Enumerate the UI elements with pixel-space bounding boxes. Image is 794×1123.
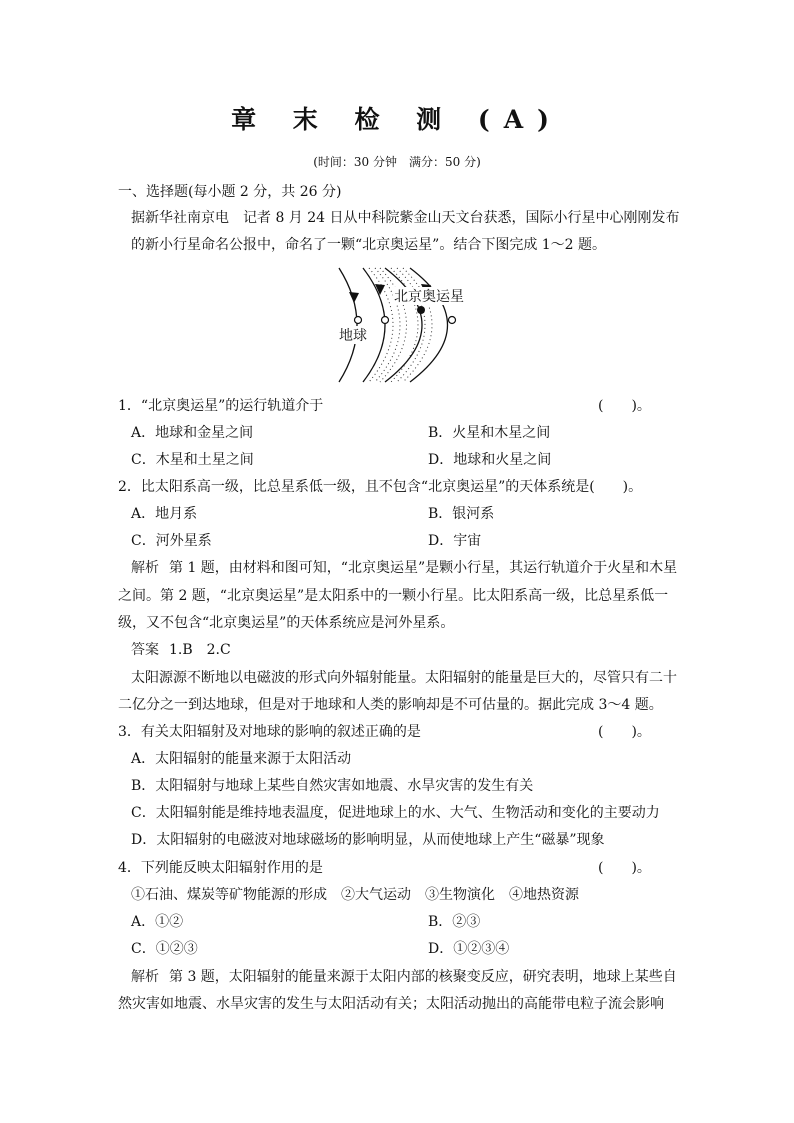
option-a: A．地月系 [131, 506, 198, 522]
analysis-text: 第 1 题，由材料和图可知，“北京奥运星”是颗小行星，其运行轨道介于火星和木星 [169, 560, 678, 576]
option-d: D．地球和火星之间 [428, 452, 552, 468]
analysis-text: 第 3 题，太阳辐射的能量来源于太阳内部的核聚变反应，研究表明，地球上某些自 [169, 969, 677, 985]
question-stem: 2．比太阳系高一级，比总星系低一级，且不包含“北京奥运星”的天体系统是( )。 [118, 479, 643, 495]
answer-blank: ( )。 [598, 398, 651, 414]
question-stem: 4．下列能反映太阳辐射作用的是 [118, 860, 323, 876]
intro-paragraph-line: 二亿分之一到达地球，但是对于地球和人类的影响却是不可估量的。据此完成 3～4 题。 [118, 697, 663, 713]
option-b: B．太阳辐射与地球上某些自然灾害如地震、水旱灾害的发生有关 [131, 778, 534, 794]
answer-text: 1.B 2.C [169, 642, 231, 658]
option-b: B．银河系 [428, 506, 495, 522]
direction-arrow-icon [349, 292, 359, 303]
beijing-olympic-star-marker [417, 306, 425, 314]
earth-label: 地球 [339, 328, 367, 344]
analysis-paragraph [131, 968, 677, 986]
earth-marker [382, 317, 389, 324]
answer-label: 答案 [131, 642, 159, 658]
intro-paragraph-line: 太阳源源不断地以电磁波的形式向外辐射能量。太阳辐射的能量是巨大的，尽管只有二十 [131, 670, 677, 686]
option-a: A．①② [131, 914, 184, 930]
question-stem: 3．有关太阳辐射及对地球的影响的叙述正确的是 [118, 724, 421, 740]
option-d: D．太阳辐射的电磁波对地球磁场的影响明显，从而使地球上产生“磁暴”现象 [131, 832, 605, 848]
section-heading: 一、选择题(每小题 2 分，共 26 分) [118, 184, 342, 200]
analysis-label: 解析 [131, 969, 159, 985]
option-d: D．宇宙 [428, 533, 482, 549]
intro-paragraph-line: 的新小行星命名公报中，命名了一颗“北京奥运星”。结合下图完成 1～2 题。 [131, 237, 607, 253]
intro-paragraph-line: 据新华社南京电 记者 8 月 24 日从中科院紫金山天文台获悉，国际小行星中心刚刚发布 [131, 210, 680, 226]
option-c: C．河外星系 [131, 533, 212, 549]
orbit-diagram [325, 265, 475, 385]
option-b: B．②③ [428, 914, 481, 930]
analysis-text: 级，又不包含“北京奥运星”的天体系统应是河外星系。 [118, 615, 455, 631]
analysis-text: 之间。第 2 题，“北京奥运星”是太阳系中的一颗小行星。比太阳系高一级，比总星系低一 [118, 588, 669, 604]
option-c: C．木星和土星之间 [131, 452, 254, 468]
star-label: 北京奥运星 [394, 289, 464, 305]
outer-planet-marker [449, 317, 456, 324]
option-a: A．地球和金星之间 [131, 425, 254, 441]
question-stem: 1．“北京奥运星”的运行轨道介于 [118, 398, 324, 414]
inner-orbit [339, 268, 357, 382]
question-items: ①石油、煤炭等矿物能源的形成 ②大气运动 ③生物演化 ④地热资源 [131, 887, 579, 903]
option-a: A．太阳辐射的能量来源于太阳活动 [131, 751, 352, 767]
option-c: C．①②③ [131, 941, 198, 957]
answer-line [131, 641, 231, 659]
asteroid-orbit [385, 268, 422, 382]
inner-planet-marker [355, 317, 362, 324]
answer-blank: ( )。 [598, 860, 651, 876]
option-c: C．太阳辐射能是维持地表温度，促进地球上的水、大气、生物活动和变化的主要动力 [131, 805, 660, 821]
analysis-paragraph [131, 559, 677, 577]
answer-blank: ( )。 [598, 724, 651, 740]
analysis-label: 解析 [131, 560, 159, 576]
option-b: B．火星和木星之间 [428, 425, 551, 441]
page-title: 章 末 检 测 (A) [231, 105, 563, 134]
analysis-text: 然灾害如地震、水旱灾害的发生与太阳活动有关；太阳活动抛出的高能带电粒子流会影响 [118, 996, 664, 1012]
option-d: D．①②③④ [428, 941, 510, 957]
exam-info: (时间：30 分钟 满分：50 分) [313, 155, 481, 169]
